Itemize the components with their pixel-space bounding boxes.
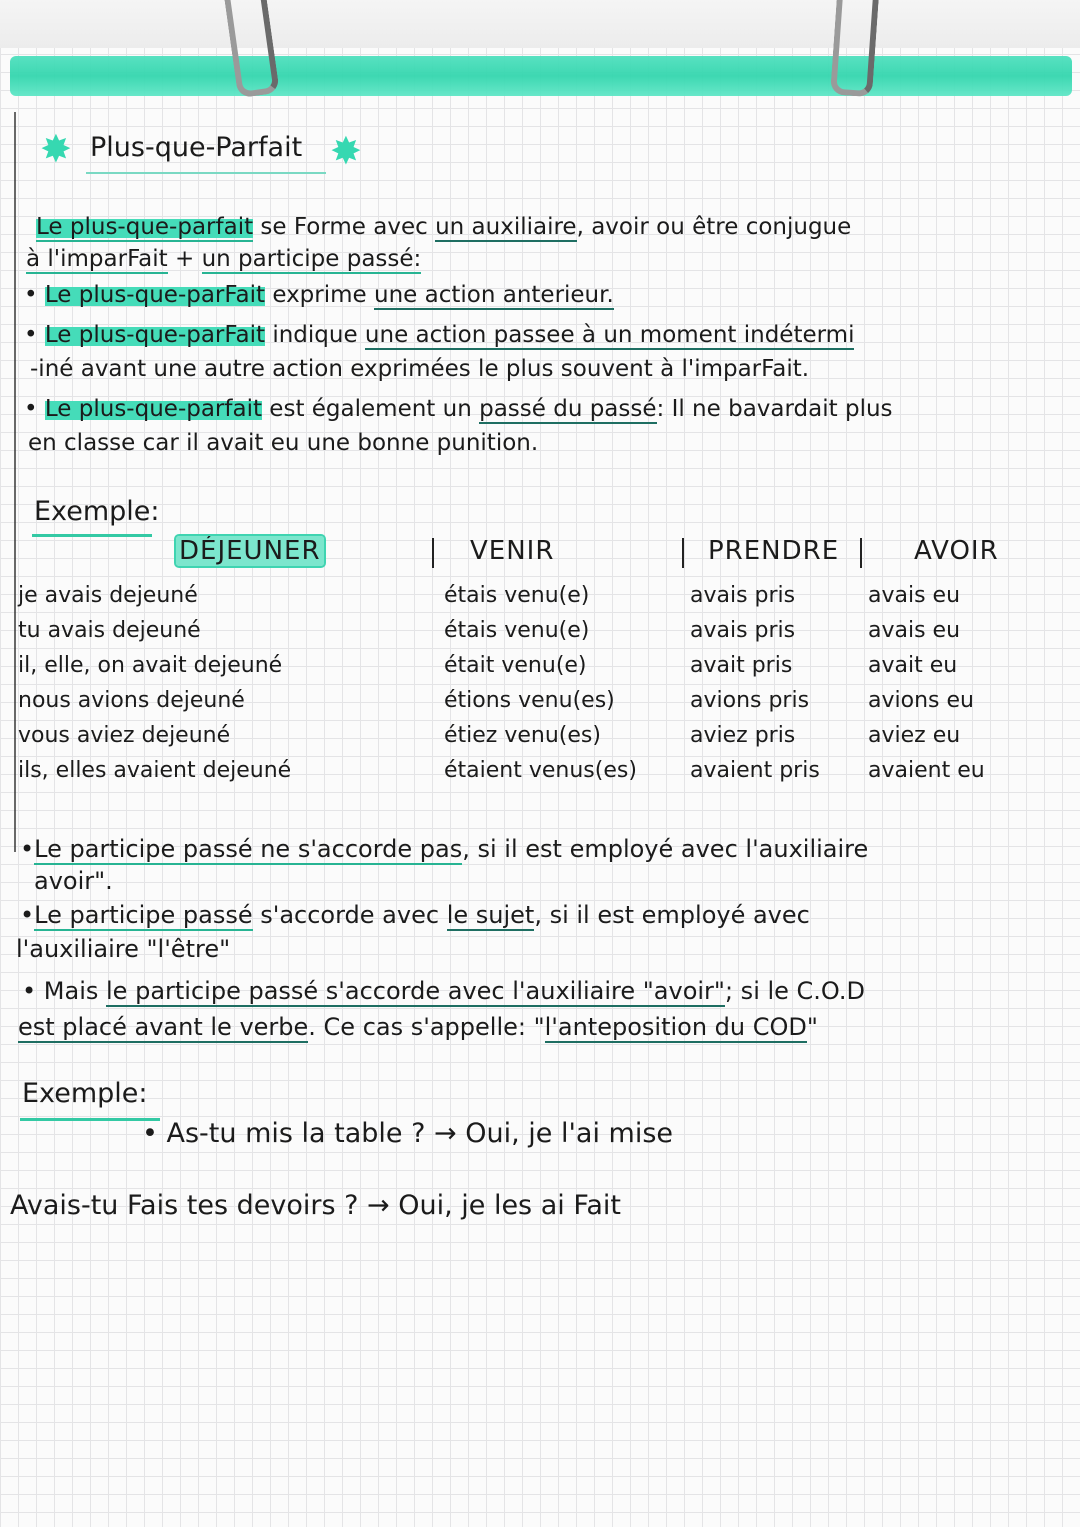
column-dejeuner	[18, 578, 291, 788]
text: ; si le C.O.D	[724, 977, 865, 1005]
binder-ring-right	[830, 0, 880, 97]
conjugation-row: avions eu	[868, 688, 974, 713]
conjugation-row: avais pris	[690, 618, 796, 643]
text: indique	[265, 322, 365, 348]
header-venir: VENIR	[470, 536, 555, 566]
margin-line	[14, 112, 16, 852]
text: +	[167, 246, 202, 272]
conjugation-row: étiez venu(es)	[444, 723, 601, 748]
bullet-1	[24, 282, 614, 310]
example-sentence-1	[142, 1118, 673, 1149]
conjugation-row: aviez eu	[868, 723, 961, 748]
conjugation-row: ils, elles avaient dejeuné	[18, 758, 292, 783]
header-prendre: PRENDRE	[708, 536, 840, 566]
term-underline: une action anterieur.	[374, 282, 614, 308]
bullet-dot: •	[24, 282, 45, 308]
intro-line-1	[36, 214, 851, 242]
star-icon: ✸	[330, 129, 362, 173]
text: , si il est employé avec l'auxiliaire	[462, 835, 869, 863]
example-underline	[32, 534, 152, 537]
text: As-tu mis la table ? → Oui, je l'ai mise	[166, 1118, 674, 1149]
term-underline: Le participe passé	[34, 835, 253, 863]
rule-3	[22, 976, 865, 1006]
bullet-dot: •	[24, 396, 45, 422]
conjugation-row: tu avais dejeuné	[18, 618, 201, 643]
conjugation-row: avaient eu	[868, 758, 985, 783]
text: est également un	[262, 396, 480, 422]
text: Mais	[43, 977, 107, 1005]
term-underline: un auxiliaire	[435, 214, 577, 240]
conjugation-row: avais eu	[868, 618, 961, 643]
conjugation-row: étions venu(es)	[444, 688, 615, 713]
title-underline	[86, 172, 326, 174]
conjugation-row: nous avions dejeuné	[18, 688, 245, 713]
conjugation-row: vous aviez dejeuné	[18, 723, 231, 748]
conjugation-row: je avais dejeuné	[18, 583, 198, 608]
conjugation-row: était venu(e)	[444, 653, 587, 678]
bullet-dot: •	[20, 835, 35, 863]
term-underline: est placé avant le verbe	[18, 1013, 309, 1041]
bullet-3-cont: en classe car il avait eu une bonne punition.	[28, 430, 539, 456]
term-highlight: Le plus-que-parfait	[36, 214, 254, 240]
text: , avoir ou être conjugue	[576, 214, 852, 240]
example-sentence-2: Avais-tu Fais tes devoirs ? → Oui, je les ai Fait	[10, 1190, 622, 1221]
term-highlight: Le plus-que-parFait	[44, 282, 266, 308]
conjugation-row: avait pris	[690, 653, 793, 678]
rule-1-cont: avoir".	[34, 867, 113, 895]
intro-line-2	[26, 246, 421, 274]
term-underline: Le participe passé	[34, 901, 253, 929]
conjugation-row: il, elle, on avait dejeuné	[18, 653, 283, 678]
bullet-dot: •	[24, 322, 45, 348]
column-divider	[682, 538, 684, 568]
term-highlight: Le plus-que-parFait	[44, 322, 266, 348]
conjugation-row: étais venu(e)	[444, 618, 590, 643]
header-dejeuner	[176, 536, 324, 566]
rule-2	[20, 900, 810, 930]
highlighter-band	[10, 56, 1072, 96]
term-underline: l'anteposition du COD	[544, 1013, 807, 1041]
bullet-3	[24, 396, 893, 424]
column-avoir	[868, 578, 985, 788]
term-underline: passé du passé	[479, 396, 657, 422]
bullet-dot: •	[142, 1118, 167, 1149]
column-divider	[432, 538, 434, 568]
conjugation-row: avaient pris	[690, 758, 820, 783]
term-highlight: Le plus-que-parfait	[44, 396, 262, 422]
rule-2-cont: l'auxiliaire "l'être"	[16, 935, 231, 963]
text: s'accorde avec	[252, 901, 447, 929]
example-underline	[20, 1118, 160, 1121]
text: DÉJEUNER	[176, 536, 324, 566]
column-prendre	[690, 578, 820, 788]
rule-1	[20, 834, 868, 864]
conjugation-row: avais eu	[868, 583, 961, 608]
conjugation-row: avais pris	[690, 583, 796, 608]
bullet-dot: •	[20, 901, 35, 929]
page-title: Plus-que-Parfait	[90, 132, 303, 163]
term-underline: ne s'accorde pas	[252, 835, 463, 863]
conjugation-row: aviez pris	[690, 723, 796, 748]
term-underline: le sujet	[446, 901, 535, 929]
text: : Il ne bavardait plus	[656, 396, 893, 422]
example-label: Exemple:	[22, 1078, 148, 1109]
column-venir	[444, 578, 637, 788]
conjugation-row: avions pris	[690, 688, 810, 713]
text: , si il est employé avec	[534, 901, 810, 929]
binder-top-strip	[0, 0, 1080, 48]
conjugation-row: avait eu	[868, 653, 958, 678]
term-underline: une action passee à un moment indétermi	[364, 322, 855, 348]
example-label: Exemple:	[34, 496, 160, 527]
term-underline: à l'imparFait	[26, 246, 168, 272]
header-avoir: AVOIR	[914, 536, 999, 566]
text: "	[806, 1013, 818, 1041]
column-divider	[860, 538, 862, 568]
star-icon: ✸	[40, 127, 72, 171]
bullet-dot: •	[22, 977, 44, 1005]
bullet-2	[24, 322, 854, 350]
text: . Ce cas s'appelle: "	[308, 1013, 545, 1041]
text: exprime	[265, 282, 374, 308]
term-underline: le participe passé s'accorde avec l'auxiliaire "avoir"	[106, 977, 725, 1005]
bullet-2-cont: -iné avant une autre action exprimées le plus souvent à l'imparFait.	[30, 356, 810, 382]
rule-3-cont	[18, 1012, 818, 1042]
conjugation-row: étais venu(e)	[444, 583, 590, 608]
term-underline: un participe passé:	[201, 246, 422, 272]
conjugation-row: étaient venus(es)	[444, 758, 637, 783]
text: se Forme avec	[253, 214, 436, 240]
